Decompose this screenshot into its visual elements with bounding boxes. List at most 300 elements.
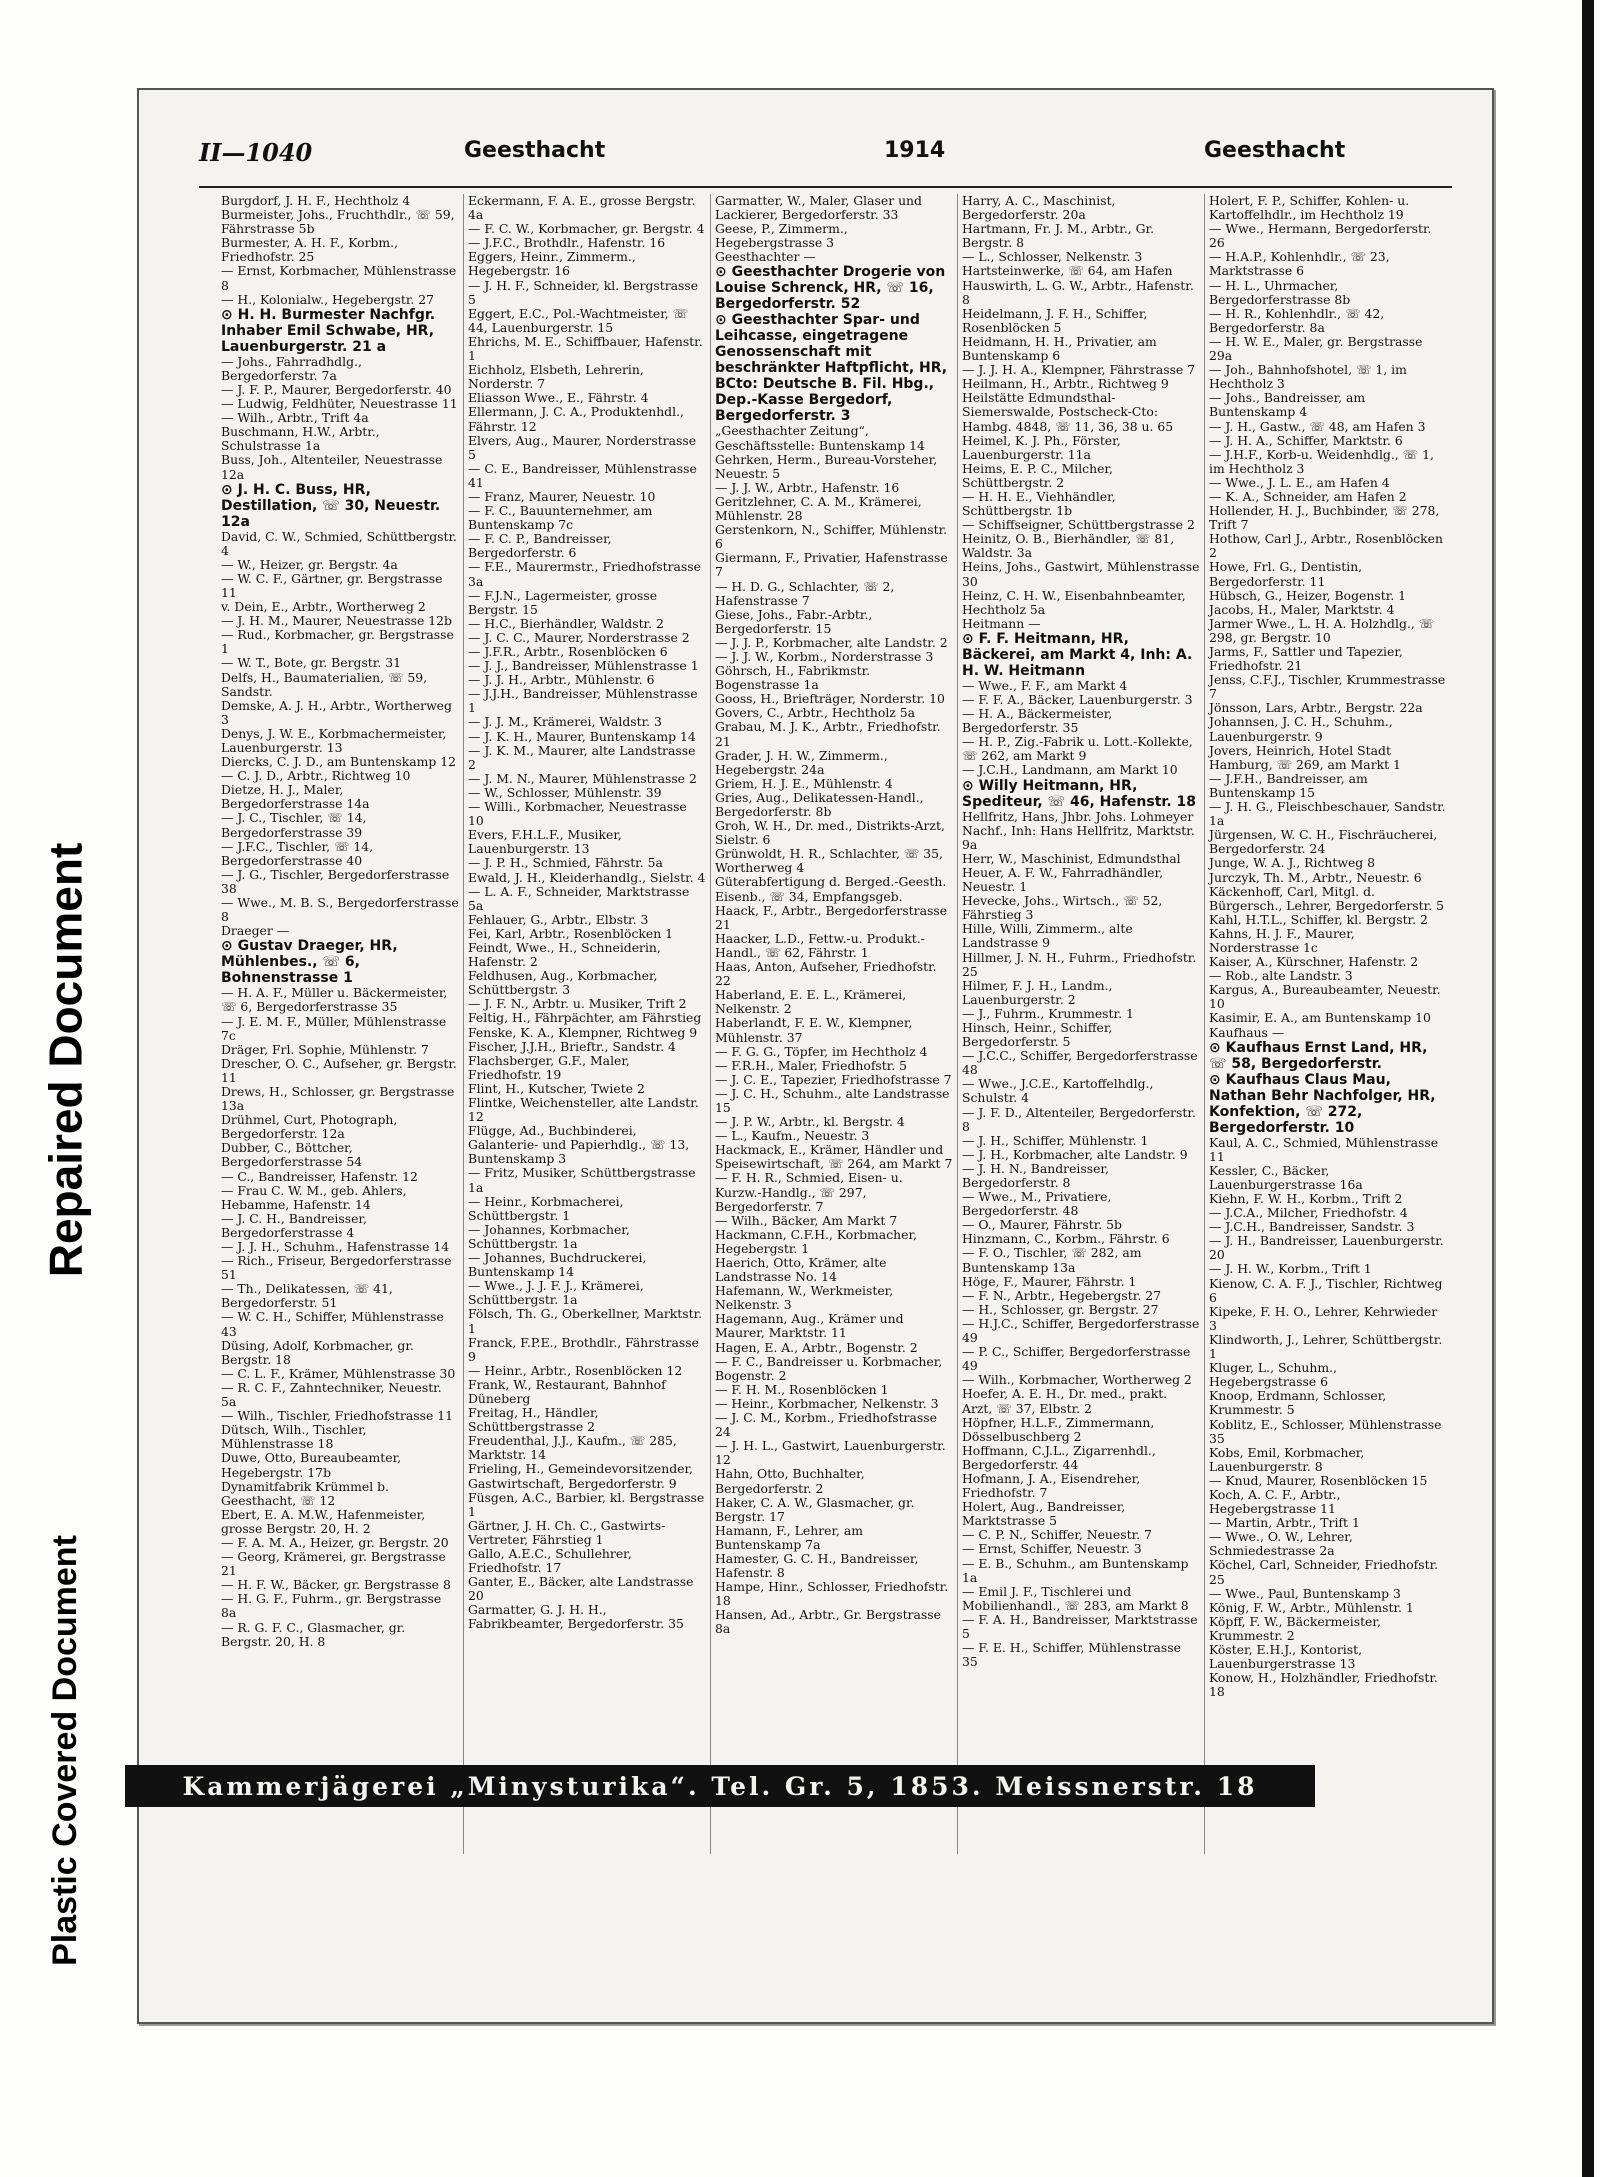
directory-entry: Koblitz, E., Schlosser, Mühlenstrasse 35: [1209, 1416, 1442, 1446]
directory-entry: — Johs., Bandreisser, am Buntenskamp 4: [1209, 390, 1366, 420]
directory-entry: Hollender, H. J., Buchbinder, ☏ 278, Trift 7: [1209, 503, 1440, 533]
directory-entry: Garmatter, G. J. H. H., Fabrikbeamter, Bergedorferstr. 35: [468, 1602, 684, 1632]
directory-entry: Hille, Willi, Zimmerm., alte Landstrasse 9: [962, 921, 1133, 951]
directory-entry: — F. H. R., Schmied, Eisen- u. Kurzw.-Handlg., ☏ 297, Bergedorferstr. 7: [715, 1170, 903, 1214]
directory-entry: — J.F.H., Bandreisser, am Buntenskamp 15: [1209, 770, 1368, 800]
directory-entry: — F.E., Maurermstr., Friedhofstrasse 3a: [468, 559, 701, 589]
header-rule: [199, 186, 1452, 188]
directory-entry: — Knud, Maurer, Rosenblöcken 15: [1209, 1472, 1428, 1488]
directory-entry: — J. H., Schiffer, Mühlenstr. 1: [962, 1132, 1149, 1148]
directory-entry: Dubber, C., Böttcher, Bergedorferstrasse 54: [221, 1140, 363, 1170]
directory-entry: — R. G. F. C., Glasmacher, gr. Bergstr. 20, H. 8: [221, 1619, 406, 1649]
header-year: 1914: [884, 138, 946, 163]
directory-entry: Harry, A. C., Maschinist, Bergedorferstr. 20a: [962, 194, 1116, 223]
directory-entry: Düsing, Adolf, Korbmacher, gr. Bergstr. 18: [221, 1337, 414, 1367]
directory-entry: — J.C.H., Landmann, am Markt 10: [962, 762, 1178, 778]
directory-entry: — Heinr., Korbmacher, Nelkenstr. 3: [715, 1395, 939, 1411]
directory-entry: Haker, C. A. W., Glasmacher, gr. Bergstr. 17: [715, 1494, 915, 1524]
directory-entry: Höge, F., Maurer, Fährstr. 1: [962, 1273, 1137, 1289]
directory-entry: — Rud., Korbmacher, gr. Bergstrasse 1: [221, 627, 454, 657]
directory-entry: — J. K. M., Maurer, alte Landstrasse 2: [468, 742, 696, 772]
directory-entry: — F. O., Tischler, ☏ 282, am Buntenskamp 13a: [962, 1245, 1142, 1275]
directory-entry: Haas, Anton, Aufseher, Friedhofstr. 22: [715, 959, 937, 989]
directory-entry: — H. D. G., Schlachter, ☏ 2, Hafenstrasse 7: [715, 578, 895, 608]
directory-entry: — J. H. W., Korbm., Trift 1: [1209, 1261, 1372, 1277]
advertisement-banner: Kammerjägerei „Minysturika“. Tel. Gr. 5, 1853. Meissnerstr. 18: [125, 1765, 1315, 1807]
directory-entry: Hübsch, G., Heizer, Bogenstr. 1: [1209, 587, 1407, 603]
directory-entry: — J. H. N., Bandreisser, Bergedorferstr. 8: [962, 1160, 1109, 1190]
directory-entry: Feltig, H., Fährpächter, am Fährstieg: [468, 1010, 702, 1026]
directory-entry: Groh, W. H., Dr. med., Distrikts-Arzt, Sielstr. 6: [715, 818, 945, 848]
directory-entry: Fölsch, Th. G., Oberkellner, Marktstr. 1: [468, 1306, 703, 1336]
directory-entry: Hauswirth, L. G. W., Arbtr., Hafenstr. 8: [962, 277, 1194, 307]
directory-entry: Knoop, Erdmann, Schlosser, Krummestr. 5: [1209, 1388, 1387, 1418]
directory-entry: Fenske, K. A., Klempner, Richtweg 9: [468, 1024, 698, 1040]
directory-entry: Geese, P., Zimmerm., Hegebergstrasse 3: [715, 221, 848, 251]
directory-entry: — H., Kolonialw., Hegebergstr. 27: [221, 291, 435, 307]
directory-entry: Holert, F. P., Schiffer, Kohlen- u. Kartoffelhdlr., im Hechtholz 19: [1209, 194, 1410, 223]
directory-entry: — Ernst, Schiffer, Neuestr. 3: [962, 1541, 1142, 1557]
directory-entry: Hilmer, F. J. H., Landm., Lauenburgerstr. 2: [962, 977, 1113, 1007]
directory-entry: Demske, A. J. H., Arbtr., Wortherweg 3: [221, 697, 452, 727]
directory-entry: Heimel, K. J. Ph., Förster, Lauenburgerstr. 11a: [962, 432, 1121, 462]
directory-entry: Kluger, L., Schuhm., Hegebergstrasse 6: [1209, 1360, 1337, 1390]
directory-entry: — J. J. W., Korbm., Norderstrasse 3: [715, 648, 934, 664]
directory-entry: — W., Heizer, gr. Bergstr. 4a: [221, 556, 398, 572]
directory-entry: Hansen, Ad., Arbtr., Gr. Bergstrasse 8a: [715, 1607, 941, 1637]
directory-entry: — Martin, Arbtr., Trift 1: [1209, 1515, 1360, 1531]
directory-entry: ⊙ Geesthachter Drogerie von Louise Schrenck, HR, ☏ 16, Bergedorferstr. 52: [715, 264, 946, 313]
directory-entry: — O., Maurer, Fährstr. 5b: [962, 1217, 1122, 1233]
directory-entry: Flachsberger, G.F., Maler, Friedhofstr. 19: [468, 1052, 630, 1082]
directory-entry: Hinzmann, C., Korbm., Fährstr. 6: [962, 1231, 1170, 1247]
directory-entry: — H.A.P., Kohlenhdlr., ☏ 23, Marktstrasse 6: [1209, 249, 1390, 279]
directory-entry: Feldhusen, Aug., Korbmacher, Schüttbergstr. 3: [468, 968, 658, 998]
directory-entry: Holert, Aug., Bandreisser, Marktstrasse 5: [962, 1499, 1126, 1529]
directory-entry: Hartmann, Fr. J. M., Arbtr., Gr. Bergstr. 8: [962, 221, 1155, 251]
directory-entry: Grabau, M. J. K., Arbtr., Friedhofstr. 21: [715, 719, 941, 749]
directory-entry: — Rob., alte Landstr. 3: [1209, 968, 1353, 984]
directory-entry: — J. P. W., Arbtr., kl. Bergstr. 4: [715, 1114, 905, 1130]
directory-entry: — H. R., Kohlenhdlr., ☏ 42, Bergedorferstr. 8a: [1209, 305, 1385, 335]
directory-entry: — J.C.A., Milcher, Friedhofstr. 4: [1209, 1205, 1408, 1221]
directory-entry: Freudenthal, J.J., Kaufm., ☏ 285, Marktstr. 14: [468, 1433, 677, 1463]
directory-entry: — F. G. G., Töpfer, im Hechtholz 4: [715, 1043, 928, 1059]
directory-entry: — Wilh., Korbmacher, Wortherweg 2: [962, 1372, 1192, 1388]
directory-entry: Haberlandt, F. E. W., Klempner, Mühlenstr. 37: [715, 1015, 913, 1045]
directory-entry: Heitmann —: [962, 615, 1041, 631]
directory-entry: — L., Schlosser, Nelkenstr. 3: [962, 249, 1143, 265]
directory-entry: — C., Bandreisser, Hafenstr. 12: [221, 1168, 418, 1184]
directory-entry: Hellfritz, Hans, Jhbr. Johs. Lohmeyer Nachf., Inh: Hans Hellfritz, Marktstr. 9a: [962, 808, 1195, 852]
directory-entry: Garmatter, W., Maler, Glaser und Lackierer, Bergedorferstr. 33: [715, 194, 922, 223]
directory-entry: — J.C.C., Schiffer, Bergedorferstrasse 48: [962, 1048, 1198, 1078]
directory-entry: Delfs, H., Baumaterialien, ☏ 59, Sandstr.: [221, 669, 428, 699]
directory-entry: — J. H., Korbmacher, alte Landstr. 9: [962, 1146, 1188, 1162]
directory-entry: Jarms, F., Sattler und Tapezier, Friedhofstr. 21: [1209, 644, 1403, 674]
directory-entry: Haack, F., Arbtr., Bergedorferstrasse 21: [715, 902, 948, 932]
directory-entry: König, F. W., Arbtr., Mühlenstr. 1: [1209, 1599, 1414, 1615]
directory-entry: Heims, E. P. C., Milcher, Schüttbergstr. 2: [962, 460, 1113, 490]
plastic-covered-label: Plastic Covered Document: [45, 1534, 84, 1966]
directory-entry: Ganter, E., Bäcker, alte Landstrasse 20: [468, 1574, 694, 1604]
directory-entry: — Johs., Fahrradhdlg., Bergedorferstr. 7a: [221, 353, 362, 383]
directory-entry: Eliasson Wwe., E., Fährstr. 4: [468, 390, 649, 406]
directory-entry: Dräger, Frl. Sophie, Mühlenstr. 7: [221, 1041, 429, 1057]
directory-entry: — Wwe., F. F., am Markt 4: [962, 677, 1128, 693]
directory-entry: Köchel, Carl, Schneider, Friedhofstr. 25: [1209, 1557, 1439, 1587]
directory-entry: Giermann, F., Privatier, Hafenstrasse 7: [715, 550, 948, 580]
directory-entry: Hackmack, E., Krämer, Händler und Speisewirtschaft, ☏ 264, am Markt 7: [715, 1142, 953, 1172]
directory-entry: Grader, J. H. W., Zimmerm., Hegebergstr. 24a: [715, 747, 888, 777]
directory-entry: Kobs, Emil, Korbmacher, Lauenburgerstr. 8: [1209, 1444, 1365, 1474]
directory-entry: Elvers, Aug., Maurer, Norderstrasse 5: [468, 432, 697, 462]
directory-entry: Franck, F.P.E., Brothdlr., Fährstrasse 9: [468, 1334, 699, 1364]
directory-entry: — Th., Delikatessen, ☏ 41, Bergedorferstr. 51: [221, 1281, 393, 1311]
directory-entry: Geritzlehner, C. A. M., Krämerei, Mühlenstr. 28: [715, 493, 922, 524]
directory-entry: — W. C. F., Gärtner, gr. Bergstrasse 11: [221, 570, 443, 600]
directory-entry: — F. C., Bauunternehmer, am Buntenskamp 7c: [468, 503, 653, 533]
directory-entry: v. Dein, E., Arbtr., Wortherweg 2: [221, 599, 426, 615]
directory-entry: Hampe, Hinr., Schlosser, Friedhofstr. 18: [715, 1579, 949, 1609]
directory-entry: Buss, Joh., Altenteiler, Neuestrasse 12a: [221, 452, 443, 482]
directory-entry: Hothow, Carl J., Arbtr., Rosenblöcken 2: [1209, 531, 1443, 561]
directory-entry: Feindt, Wwe., H., Schneiderin, Hafenstr. 2: [468, 939, 661, 970]
directory-entry: — J. C. M., Korbm., Friedhofstrasse 24: [715, 1410, 937, 1440]
directory-entry: — C. E., Bandreisser, Mühlenstrasse 41: [468, 460, 697, 490]
directory-entry: ⊙ F. F. Heitmann, HR, Bäckerei, am Markt 4, Inh: A. H. W. Heitmann: [962, 630, 1193, 679]
header-town-left: Geesthacht: [464, 138, 606, 163]
column-2: [464, 194, 711, 1854]
directory-entry: Johannsen, J. C. H., Schuhm., Lauenburgerstr. 9: [1209, 714, 1393, 744]
column-4: [958, 194, 1205, 1854]
directory-entry: Kiehn, F. W. H., Korbm., Trift 2: [1209, 1191, 1403, 1206]
directory-entry: — J. G., Tischler, Bergedorferstrasse 38: [221, 866, 450, 896]
directory-entry: Ellermann, J. C. A., Produktenhdl., Fährstr. 12: [468, 404, 684, 434]
directory-entry: Heidmann, H. H., Privatier, am Buntenskamp 6: [962, 333, 1157, 364]
directory-entry: — P. C., Schiffer, Bergedorferstrasse 49: [962, 1344, 1191, 1374]
directory-entry: Burgdorf, J. H. F., Hechtholz 4: [221, 194, 411, 208]
directory-entry: Haberland, E. E. L., Krämerei, Nelkenstr. 2: [715, 987, 907, 1017]
directory-entry: — F.J.N., Lagermeister, grosse Bergstr. 15: [468, 587, 658, 617]
directory-entry: Flint, H., Kutscher, Twiete 2: [468, 1080, 645, 1096]
directory-entry: Heidelmann, J. F. H., Schiffer, Rosenblöcken 5: [962, 305, 1148, 335]
directory-entry: — H., Schlosser, gr. Bergstr. 27: [962, 1301, 1159, 1317]
directory-entry: Howe, Frl. G., Dentistin, Bergedorferstr. 11: [1209, 559, 1363, 589]
directory-entry: — F. C., Bandreisser u. Korbmacher, Bogenstr. 2: [715, 1353, 943, 1383]
directory-entry: — F. E. H., Schiffer, Mühlenstrasse 35: [962, 1640, 1181, 1670]
directory-entry: Gallo, A.E.C., Schullehrer, Friedhofstr. 17: [468, 1546, 632, 1576]
directory-entry: Eichholz, Elsbeth, Lehrerin, Norderstr. 7: [468, 362, 644, 392]
directory-entry: — Wwe., J. J. F. J., Krämerei, Schüttbergstr. 1a: [468, 1278, 644, 1308]
directory-entry: — F. H. M., Rosenblöcken 1: [715, 1381, 889, 1397]
directory-entry: Buschmann, H.W., Arbtr., Schulstrasse 1a: [221, 424, 380, 454]
directory-entry: Jenss, C.F.J., Tischler, Krummestrasse 7: [1209, 672, 1446, 702]
directory-entry: David, C. W., Schmied, Schüttbergstr. 4: [221, 528, 457, 558]
directory-entry: — J. C. H., Bandreisser, Bergedorferstrasse 4: [221, 1210, 367, 1240]
directory-entry: — C. L. F., Krämer, Mühlenstrasse 30: [221, 1365, 456, 1381]
directory-entry: Füsgen, A.C., Barbier, kl. Bergstrasse 1: [468, 1489, 705, 1519]
directory-entry: — Wwe., J.C.E., Kartoffelhdlg., Schulstr. 4: [962, 1076, 1154, 1106]
directory-entry: — Schiffseigner, Schüttbergstrasse 2: [962, 517, 1195, 533]
directory-entry: Konow, H., Holzhändler, Friedhofstr. 18: [1209, 1670, 1438, 1700]
directory-entry: — J., Fuhrm., Krummestr. 1: [962, 1005, 1134, 1021]
directory-entry: Duwe, Otto, Bureaubeamter, Hegebergstr. 17b: [221, 1450, 402, 1480]
directory-entry: Evers, F.H.L.F., Musiker, Lauenburgerstr. 13: [468, 827, 622, 857]
directory-entry: — J. E. M. F., Müller, Mühlenstrasse 7c: [221, 1013, 447, 1043]
directory-entry: Fehlauer, G., Arbtr., Elbstr. 3: [468, 911, 649, 927]
directory-entry: Haerich, Otto, Krämer, alte Landstrasse No. 14: [715, 1255, 887, 1285]
directory-entry: Hoffmann, C.J.L., Zigarrenhdl., Bergedorferstr. 44: [962, 1442, 1156, 1472]
directory-entry: — Joh., Bahnhofshotel, ☏ 1, im Hechtholz 3: [1209, 362, 1407, 392]
directory-entry: Hamann, F., Lehrer, am Buntenskamp 7a: [715, 1522, 864, 1552]
directory-entry: Grünwoldt, H. R., Schlachter, ☏ 35, Wortherweg 4: [715, 846, 943, 876]
directory-entry: Dietze, H. J., Maler, Bergedorferstrasse 14a: [221, 782, 370, 812]
directory-entry: — Heinr., Arbtr., Rosenblöcken 12: [468, 1362, 683, 1378]
directory-entry: ⊙ Gustav Draeger, HR, Mühlenbes., ☏ 6, Bohnenstrasse 1: [221, 938, 398, 987]
directory-entry: — H. W. E., Maler, gr. Bergstrasse 29a: [1209, 333, 1423, 364]
directory-entry: Ewald, J. H., Kleiderhandlg., Sielstr. 4: [468, 869, 706, 885]
directory-entry: Ehrichs, M. E., Schiffbauer, Hafenstr. 1: [468, 333, 703, 364]
directory-entry: — F. N., Arbtr., Hegebergstr. 27: [962, 1287, 1161, 1303]
directory-entry: — J. H., Bandreisser, Lauenburgerstr. 20: [1209, 1233, 1444, 1263]
directory-entry: Jovers, Heinrich, Hotel Stadt Hamburg, ☏ 269, am Markt 1: [1209, 742, 1401, 772]
directory-entry: Hevecke, Johs., Wirtsch., ☏ 52, Fährstieg 3: [962, 893, 1163, 923]
directory-entry: Hagen, E. A., Arbtr., Bogenstr. 2: [715, 1339, 918, 1355]
directory-entry: — F. F. A., Bäcker, Lauenburgerstr. 3: [962, 692, 1193, 707]
directory-entry: Heins, Johs., Gastwirt, Mühlenstrasse 30: [962, 559, 1200, 589]
directory-entry: — J.F.C., Tischler, ☏ 14, Bergedorferstrasse 40: [221, 838, 374, 868]
directory-entry: Flügge, Ad., Buchbinderei, Galanterie- und Papierhdlg., ☏ 13, Buntenskamp 3: [468, 1123, 690, 1167]
directory-entry: — J. H. L., Gastwirt, Lauenburgerstr. 12: [715, 1438, 946, 1468]
directory-entry: — J. J. M., Krämerei, Waldstr. 3: [468, 714, 662, 730]
directory-entry: Kipeke, F. H. O., Lehrer, Kehrwieder 3: [1209, 1303, 1438, 1333]
directory-entry: Käckenhoff, Carl, Mitgl. d. Bürgersch., Lehrer, Bergedorferstr. 5: [1209, 883, 1444, 913]
directory-entry: — J. C., Tischler, ☏ 14, Bergedorferstrasse 39: [221, 810, 367, 840]
column-3: [711, 194, 958, 1854]
directory-page: [137, 88, 1494, 2024]
directory-entry: — J. J., Bandreisser, Mühlenstrasse 1: [468, 658, 699, 674]
directory-entry: Burmeister, Johs., Fruchthdlr., ☏ 59, Fährstrasse 5b: [221, 207, 455, 237]
directory-entry: Hagemann, Aug., Krämer und Maurer, Marktstr. 11: [715, 1311, 904, 1341]
column-1: [217, 194, 464, 1854]
directory-entry: — J. J. H., Schuhm., Hafenstrasse 14: [221, 1239, 450, 1254]
directory-entry: — J. H. F., Schneider, kl. Bergstrasse 5: [468, 277, 699, 307]
binding-edge: [1582, 0, 1594, 2177]
directory-entry: Gehrken, Herm., Bureau-Vorsteher, Neuestr. 5: [715, 451, 938, 481]
directory-entry: — J. M. N., Maurer, Mühlenstrasse 2: [468, 770, 697, 786]
directory-entry: — Wilh., Tischler, Friedhofstrasse 11: [221, 1408, 453, 1424]
directory-entry: ⊙ Willy Heitmann, HR, Spediteur, ☏ 46, Hafenstr. 18: [962, 777, 1196, 810]
directory-entry: Junge, W. A. J., Richtweg 8: [1209, 855, 1376, 871]
directory-entry: Gooss, H., Briefträger, Norderstr. 10: [715, 691, 945, 707]
directory-entry: Hartsteinwerke, ☏ 64, am Hafen: [962, 263, 1173, 279]
directory-entry: — J.J.H., Bandreisser, Mühlenstrasse 1: [468, 686, 698, 716]
directory-entry: Geesthachter —: [715, 249, 816, 265]
directory-entry: — R. C. F., Zahntechniker, Neuestr. 5a: [221, 1379, 442, 1410]
directory-entry: — Fritz, Musiker, Schüttbergstrasse 1a: [468, 1165, 696, 1195]
directory-entry: Jönsson, Lars, Arbtr., Bergstr. 22a: [1209, 700, 1423, 716]
directory-entry: — J. J. H. A., Klempner, Fährstrasse 7: [962, 362, 1196, 378]
directory-entry: — J. J. W., Arbtr., Hafenstr. 16: [715, 479, 900, 495]
directory-entry: — C. J. D., Arbtr., Richtweg 10: [221, 768, 411, 784]
directory-entry: — H. G. F., Fuhrm., gr. Bergstrasse 8a: [221, 1591, 442, 1621]
directory-entry: Heilmann, H., Arbtr., Richtweg 9: [962, 376, 1169, 392]
directory-entry: — F.R.H., Maler, Friedhofstr. 5: [715, 1057, 908, 1073]
directory-entry: Govers, C., Arbtr., Hechtholz 5a: [715, 705, 916, 721]
directory-entry: Hamester, G. C. H., Bandreisser, Hafenstr. 8: [715, 1550, 919, 1581]
directory-entry: „Geesthachter Zeitung“, Geschäftsstelle: Buntenskamp 14: [715, 423, 925, 453]
directory-entry: Kasimir, E. A., am Buntenskamp 10: [1209, 1010, 1431, 1026]
directory-entry: Jarmer Wwe., L. H. A. Holzhdlg., ☏ 298, gr. Bergstr. 10: [1209, 615, 1435, 645]
page-number: II—1040: [199, 138, 313, 167]
directory-entry: — J. H., Gastw., ☏ 48, am Hafen 3: [1209, 418, 1426, 434]
directory-entry: — H. P., Zig.-Fabrik u. Lott.-Kollekte, ☏ 262, am Markt 9: [962, 734, 1193, 764]
directory-entry: Jurczyk, Th. M., Arbtr., Neuestr. 6: [1209, 869, 1422, 885]
directory-entry: — H. H. E., Viehhändler, Schüttbergstr. 1b: [962, 488, 1116, 519]
directory-entry: Frieling, H., Gemeindevorsitzender, Gastwirtschaft, Bergedorferstr. 9: [468, 1461, 693, 1491]
directory-entry: — Wilh., Bäcker, Am Markt 7: [715, 1212, 898, 1228]
directory-entry: Drescher, O. C., Aufseher, gr. Bergstr. 11: [221, 1055, 457, 1085]
directory-entry: Heuer, A. F. W., Fahrradhändler, Neuestr. 1: [962, 864, 1164, 895]
directory-entry: Draeger —: [221, 923, 290, 939]
directory-entry: Kahns, H. J. F., Maurer, Norderstrasse 1c: [1209, 925, 1355, 955]
directory-entry: Eggert, E.C., Pol.-Wachtmeister, ☏ 44, Lauenburgerstr. 15: [468, 305, 689, 335]
directory-entry: — Wwe., O. W., Lehrer, Schmiedestrasse 2a: [1209, 1529, 1353, 1559]
directory-entry: Eggers, Heinr., Zimmerm., Hegebergstr. 16: [468, 249, 636, 279]
directory-entry: Göhrsch, H., Fabrikmstr. Bogenstrasse 1a: [715, 663, 871, 693]
directory-entry: — J. C. C., Maurer, Norderstrasse 2: [468, 629, 690, 645]
directory-entry: Klindworth, J., Lehrer, Schüttbergstr. 1: [1209, 1331, 1443, 1362]
directory-entry: Höpfner, H.L.F., Zimmermann, Dösselbuschberg 2: [962, 1414, 1155, 1444]
directory-entry: — J.F.C., Brothdlr., Hafenstr. 16: [468, 235, 666, 251]
directory-entry: — F. A. H., Bandreisser, Marktstrasse 5: [962, 1611, 1198, 1641]
directory-entry: — E. B., Schuhm., am Buntenskamp 1a: [962, 1555, 1189, 1585]
directory-entry: — J. H. G., Fleischbeschauer, Sandstr. 1a: [1209, 799, 1446, 829]
directory-entry: Kahl, H.T.L., Schiffer, kl. Bergstr. 2: [1209, 911, 1428, 927]
directory-entry: — C. P. N., Schiffer, Neuestr. 7: [962, 1527, 1152, 1543]
directory-entry: — J. H. A., Schiffer, Marktstr. 6: [1209, 432, 1403, 448]
directory-entry: Drews, H., Schlosser, gr. Bergstrasse 13a: [221, 1083, 455, 1114]
directory-entry: Ebert, E. A. M.W., Hafenmeister, grosse Bergstr. 20, H. 2: [221, 1506, 426, 1536]
directory-entry: Hofmann, J. A., Eisendreher, Friedhofstr. 7: [962, 1470, 1141, 1501]
directory-entry: Koch, A. C. F., Arbtr., Hegebergstrasse 11: [1209, 1486, 1341, 1517]
directory-entry: — Willi., Korbmacher, Neuestrasse 10: [468, 799, 687, 829]
directory-entry: Kienow, C. A. F. J., Tischler, Richtweg 6: [1209, 1275, 1443, 1305]
directory-entry: — Wilh., Arbtr., Trift 4a: [221, 410, 369, 426]
directory-entry: — W. T., Bote, gr. Bergstr. 31: [221, 655, 401, 671]
directory-entry: ⊙ Kaufhaus Claus Mau, Nathan Behr Nachfolger, HR, Konfektion, ☏ 272, Bergedorferstr. 10: [1209, 1071, 1436, 1136]
directory-entry: — Johannes, Buchdruckerei, Buntenskamp 14: [468, 1250, 647, 1280]
directory-entry: Heilstätte Edmundsthal-Siemerswalde, Postscheck-Cto: Hambg. 4848, ☏ 11, 36, 38 u. 65: [962, 390, 1174, 434]
directory-entry: — H.C., Bierhändler, Waldstr. 2: [468, 615, 664, 631]
directory-entry: ⊙ H. H. Burmester Nachfgr. Inhaber Emil Schwabe, HR, Lauenburgerstr. 21 a: [221, 306, 436, 355]
directory-entry: — J. F. D., Altenteiler, Bergedorferstr. 8: [962, 1104, 1196, 1134]
directory-entry: — Franz, Maurer, Neuestr. 10: [468, 488, 656, 504]
directory-columns: [217, 194, 1452, 1854]
directory-entry: Gries, Aug., Delikatessen-Handl., Bergedorferstr. 8b: [715, 789, 924, 819]
directory-entry: Hahn, Otto, Buchhalter, Bergedorferstr. 2: [715, 1466, 865, 1496]
header-town-right: Geesthacht: [1204, 138, 1346, 163]
directory-entry: Hillmer, J. N. H., Fuhrm., Friedhofstr. 25: [962, 949, 1197, 979]
directory-entry: — F. C. P., Bandreisser, Bergedorferstr. 6: [468, 531, 612, 561]
directory-entry: — Wwe., Hermann, Bergedorferstr. 26: [1209, 221, 1432, 251]
directory-entry: Flintke, Weichensteller, alte Landstr. 12: [468, 1095, 699, 1125]
directory-entry: ⊙ Geesthachter Spar- und Leihcasse, eingetragene Genossenschaft mit beschränkter Haftpflicht, HR, BCto: Deutsche B. Fil. Hbg., Dep.-Kasse Bergedorf, Bergedorferstr. 3: [715, 312, 948, 425]
directory-entry: — F. C. W., Korbmacher, gr. Bergstr. 4: [468, 221, 705, 237]
directory-entry: Frank, W., Restaurant, Bahnhof Düneberg: [468, 1376, 666, 1406]
repaired-document-label: Repaired Document: [39, 842, 91, 1278]
directory-entry: Herr, W., Maschinist, Edmundsthal: [962, 850, 1181, 866]
directory-entry: Heinz, C. H. W., Eisenbahnbeamter, Hechtholz 5a: [962, 587, 1186, 617]
directory-entry: Drühmel, Curt, Photograph, Bergedorferstr. 12a: [221, 1112, 398, 1142]
directory-entry: — W. C. H., Schiffer, Mühlenstrasse 43: [221, 1309, 444, 1339]
directory-entry: — J. J. P., Korbmacher, alte Landstr. 2: [715, 634, 948, 650]
directory-entry: Güterabfertigung d. Berged.-Geesth. Eisenb., ☏ 34, Empfangsgeb.: [715, 874, 947, 904]
page-header: [199, 138, 1452, 174]
directory-entry: — Emil J. F., Tischlerei und Mobilienhandl., ☏ 283, am Markt 8: [962, 1583, 1189, 1613]
directory-entry: Hackmann, C.F.H., Korbmacher, Hegebergstr. 1: [715, 1226, 917, 1256]
directory-entry: — J. J. H., Arbtr., Mühlenstr. 6: [468, 672, 655, 688]
column-5: [1205, 194, 1452, 1854]
directory-entry: Hafemann, W., Werkmeister, Nelkenstr. 3: [715, 1283, 894, 1313]
directory-entry: — L., Kaufm., Neuestr. 3: [715, 1128, 870, 1144]
directory-entry: Kaiser, A., Kürschner, Hafenstr. 2: [1209, 954, 1419, 970]
directory-entry: Köpff, F. W., Bäckermeister, Krummestr. 2: [1209, 1613, 1381, 1643]
directory-entry: Kessler, C., Bäcker, Lauenburgerstrasse 16a: [1209, 1162, 1363, 1192]
directory-entry: — J. K. H., Maurer, Buntenskamp 14: [468, 728, 696, 744]
directory-entry: Kargus, A., Bureaubeamter, Neuestr. 10: [1209, 982, 1441, 1012]
directory-entry: — H. L., Uhrmacher, Bergedorferstrasse 8b: [1209, 277, 1351, 307]
directory-entry: — J. P. H., Schmied, Fährstr. 5a: [468, 855, 663, 871]
directory-entry: Jacobs, H., Maler, Marktstr. 4: [1209, 601, 1395, 617]
directory-entry: Dütsch, Wilh., Tischler, Mühlenstrasse 18: [221, 1422, 367, 1452]
directory-entry: Griem, H. J. E., Mühlenstr. 4: [715, 775, 893, 791]
directory-entry: — Wwe., Paul, Buntenskamp 3: [1209, 1585, 1401, 1601]
directory-entry: Köster, E.H.J., Kontorist, Lauenburgerstrasse 13: [1209, 1642, 1363, 1672]
directory-entry: Gärtner, J. H. Ch. C., Gastwirts-Vertreter, Fährstieg 1: [468, 1517, 666, 1547]
directory-entry: — J. F. P., Maurer, Bergedorferstr. 40: [221, 381, 452, 397]
directory-entry: — J. C. H., Schuhm., alte Landstrasse 15: [715, 1085, 950, 1115]
directory-entry: Giese, Johs., Fabr.-Arbtr., Bergedorferstr. 15: [715, 606, 873, 636]
directory-entry: — Johannes, Korbmacher, Schüttbergstr. 1a: [468, 1221, 630, 1251]
directory-entry: ⊙ Kaufhaus Ernst Land, HR, ☏ 58, Bergedorferstr.: [1209, 1039, 1428, 1072]
directory-entry: Gerstenkorn, N., Schiffer, Mühlenstr. 6: [715, 522, 948, 552]
directory-entry: Freitag, H., Händler, Schüttbergstrasse 2: [468, 1405, 599, 1435]
directory-entry: — J.C.H., Bandreisser, Sandstr. 3: [1209, 1219, 1415, 1235]
directory-entry: — L. A. F., Schneider, Marktstrasse 5a: [468, 883, 690, 913]
directory-entry: Denys, J. W. E., Korbmachermeister, Lauenburgerstr. 13: [221, 725, 447, 755]
directory-entry: — W., Schlosser, Mühlenstr. 39: [468, 784, 662, 800]
directory-entry: Fischer, J.J.H., Brieftr., Sandstr. 4: [468, 1038, 676, 1054]
directory-entry: — J.F.R., Arbtr., Rosenblöcken 6: [468, 644, 668, 659]
directory-entry: — J. H. M., Maurer, Neuestrasse 12b: [221, 613, 452, 629]
directory-entry: Kaul, A. C., Schmied, Mühlenstrasse 11: [1209, 1134, 1439, 1164]
directory-entry: — Frau C. W. M., geb. Ahlers, Hebamme, Hafenstr. 14: [221, 1182, 407, 1212]
directory-entry: Jürgensen, W. C. H., Fischräucherei, Bergedorferstr. 24: [1209, 827, 1438, 857]
directory-entry: — H. A., Bäckermeister, Bergedorferstr. 35: [962, 706, 1113, 736]
directory-entry: — J.H.F., Korb-u. Weidenhdlg., ☏ 1, im Hechtholz 3: [1209, 446, 1434, 476]
directory-entry: — Wwe., M. B. S., Bergedorferstrasse 8: [221, 895, 459, 925]
directory-entry: — K. A., Schneider, am Hafen 2: [1209, 488, 1407, 504]
directory-entry: — Wwe., J. L. E., am Hafen 4: [1209, 474, 1390, 490]
directory-entry: Fei, Karl, Arbtr., Rosenblöcken 1: [468, 925, 674, 941]
directory-entry: Eckermann, F. A. E., grosse Bergstr. 4a: [468, 194, 696, 223]
directory-entry: ⊙ J. H. C. Buss, HR, Destillation, ☏ 30, Neuestr. 12a: [221, 481, 441, 530]
directory-entry: — Wwe., M., Privatiere, Bergedorferstr. 48: [962, 1189, 1112, 1219]
directory-entry: Haacker, L.D., Fettw.-u. Produkt.-Handl., ☏ 62, Fährstr. 1: [715, 930, 925, 960]
directory-entry: — H. F. W., Bäcker, gr. Bergstrasse 8: [221, 1577, 451, 1593]
